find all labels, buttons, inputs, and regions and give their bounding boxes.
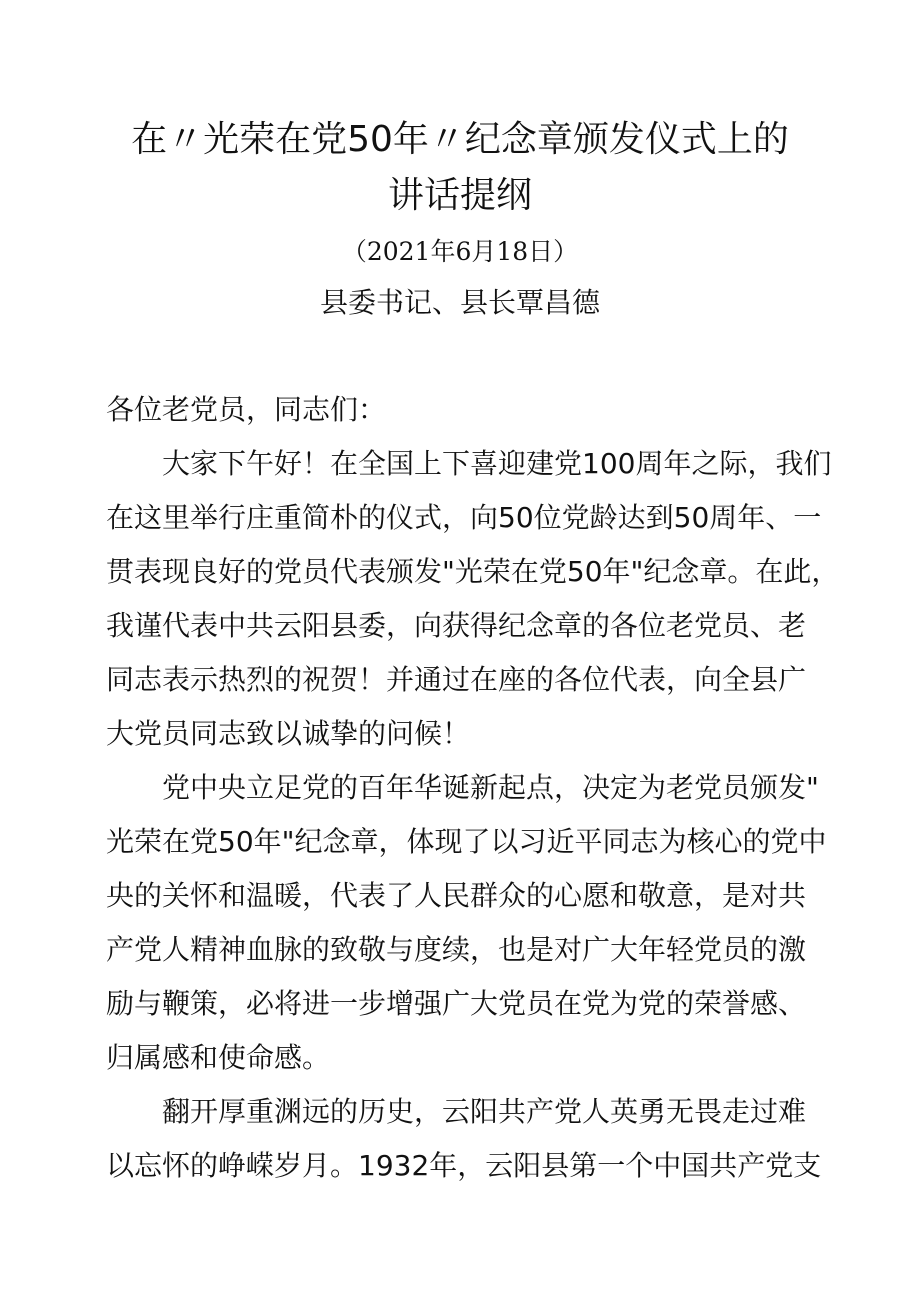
paragraph-3 xyxy=(106,1085,826,1193)
paragraph-2 xyxy=(106,761,826,1085)
document-title-line-2: 讲话提纲 xyxy=(387,175,532,216)
paragraph-line: 大家下午好！在全国上下喜迎建党100周年之际，我们 xyxy=(162,447,832,480)
paragraph-line: 产党人精神血脉的致敬与度续，也是对广大年轻党员的激 xyxy=(106,933,807,966)
paragraph-line: 贯表现良好的党员代表颁发"光荣在党50年"纪念章。在此， xyxy=(106,555,840,588)
paragraph-line: 央的关怀和温暖，代表了人民群众的心愿和敬意，是对共 xyxy=(106,879,807,912)
paragraph-line: 同志表示热烈的祝贺！并通过在座的各位代表，向全县广 xyxy=(106,663,807,696)
paragraph-line: 大党员同志致以诚挚的问候！ xyxy=(106,717,471,750)
paragraph-line: 我谨代表中共云阳县委，向获得纪念章的各位老党员、老 xyxy=(106,609,807,642)
paragraph-line: 翻开厚重渊远的历史，云阳共产党人英勇无畏走过难 xyxy=(162,1095,807,1128)
document-title-line-1: 在〃光荣在党50年〃纪念章颁发仪式上的 xyxy=(131,119,789,160)
document-author: 县委书记、县长覃昌德 xyxy=(319,286,600,319)
paragraph-line: 归属感和使命感。 xyxy=(106,1041,331,1074)
document-date: （2021年6月18日） xyxy=(341,237,579,266)
salutation: 各位老党员，同志们： xyxy=(106,393,387,426)
paragraph-line: 光荣在党50年"纪念章，体现了以习近平同志为核心的党中 xyxy=(106,825,827,858)
paragraph-line: 以忘怀的峥嵘岁月。1932年，云阳县第一个中国共产党支 xyxy=(106,1149,822,1182)
paragraph-line: 励与鞭策，必将进一步增强广大党员在党为党的荣誉感、 xyxy=(106,987,807,1020)
paragraph-1 xyxy=(106,437,840,761)
paragraph-line: 党中央立足党的百年华诞新起点，决定为老党员颁发" xyxy=(162,771,819,804)
paragraph-line: 在这里举行庄重简朴的仪式，向50位党龄达到50周年、一 xyxy=(106,501,822,534)
